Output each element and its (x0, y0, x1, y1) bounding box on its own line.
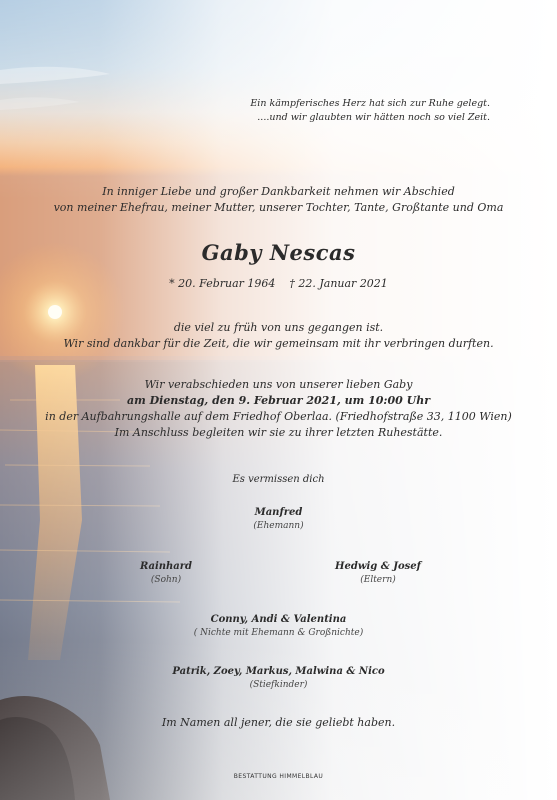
message-line-2: Wir sind dankbar für die Zeit, die wir gemeinsam mit ihr verbringen durften. (63, 337, 494, 350)
funeral-home-name: BESTATTUNG HIMMELBLAU (233, 773, 324, 780)
quote-line-1: Ein kämpferisches Herz hat sich zur Ruhe gelegt. (250, 98, 490, 109)
ceremony-date-time: am Dienstag, den 9. Februar 2021, um 10:00 Uhr (127, 394, 430, 407)
mourner-manfred-relation: (Ehemann) (253, 521, 304, 531)
life-dates: * 20. Februar 1964 † 22. Januar 2021 (169, 277, 388, 290)
mourner-rainhard-name: Rainhard (139, 561, 193, 572)
intro-line-2: von meiner Ehefrau, meiner Mutter, unserer Tochter, Tante, Großtante und Oma (53, 201, 504, 214)
mourner-conny-relation: ( Nichte mit Ehemann & Großnichte) (193, 628, 364, 638)
mourner-rainhard-relation: (Sohn) (150, 575, 182, 585)
intro-line-1: In inniger Liebe und großer Dankbarkeit nehmen wir Abschied (102, 185, 455, 198)
ceremony-line-4: Im Anschluss begleiten wir sie zu ihrer letzten Ruhestätte. (114, 426, 443, 439)
mourner-patrik-relation: (Stiefkinder) (249, 680, 308, 690)
message-line-1: die viel zu früh von uns gegangen ist. (173, 321, 384, 334)
mourner-hedwig-relation: (Eltern) (360, 575, 396, 585)
mourner-conny-name: Conny, Andi & Valentina (210, 614, 347, 625)
mourner-patrik-name: Patrik, Zoey, Markus, Malwina & Nico (172, 666, 385, 677)
ceremony-location: in der Aufbahrungshalle auf dem Friedhof Oberlaa. (Friedhofstraße 33, 1100 Wien) (45, 410, 512, 423)
mourner-manfred-name: Manfred (254, 507, 303, 518)
ceremony-line-1: Wir verabschieden uns von unserer lieben Gaby (144, 378, 413, 391)
mourners-heading: Es vermissen dich (232, 474, 325, 485)
closing-line: Im Namen all jener, die sie geliebt haben. (161, 716, 396, 729)
deceased-name: Gaby Nescas (201, 240, 356, 265)
quote-line-2: ....und wir glaubten wir hätten noch so viel Zeit. (257, 112, 490, 123)
mourner-hedwig-name: Hedwig & Josef (335, 561, 421, 572)
